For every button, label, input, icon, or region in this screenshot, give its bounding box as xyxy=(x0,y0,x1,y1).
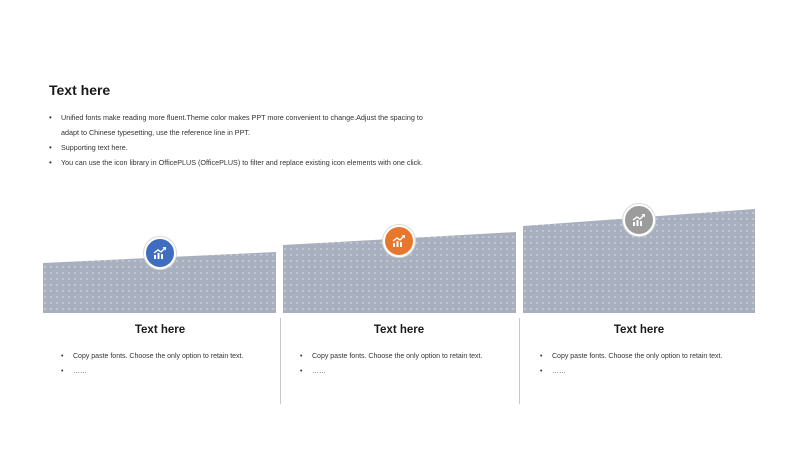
list-item: • Copy paste fonts. Choose the only option to retain text. xyxy=(540,349,760,364)
column-2-list xyxy=(300,349,520,379)
list-item: • Copy paste fonts. Choose the only option to retain text. xyxy=(300,349,520,364)
list-item: • Copy paste fonts. Choose the only option to retain text. xyxy=(61,349,281,364)
column-2-title: Text here xyxy=(373,324,425,336)
intro-bullet: • You can use the icon library in OfficePLUS (OfficePLUS) to filter and replace existing icon elements with one click. xyxy=(49,155,429,170)
trend-up-icon xyxy=(631,212,647,228)
column-2-icon-badge xyxy=(383,225,415,257)
column-divider xyxy=(519,318,520,404)
intro-bullet: • Unified fonts make reading more fluent.Theme color makes PPT more convenient to change.Adjust the spacing to adapt to Chinese typesetting, use the reference line in PPT. xyxy=(49,110,429,140)
trend-up-icon xyxy=(152,245,168,261)
column-1-title: Text here xyxy=(134,324,186,336)
list-item: • …… xyxy=(540,364,760,379)
list-item: • …… xyxy=(61,364,281,379)
column-3-list xyxy=(540,349,760,379)
column-3-icon-badge xyxy=(623,204,655,236)
column-1-icon-badge xyxy=(144,237,176,269)
page-title: Text here xyxy=(49,82,111,98)
column-3-title: Text here xyxy=(613,324,665,336)
column-1-list xyxy=(61,349,281,379)
intro-bullet: • Supporting text here. xyxy=(49,140,429,155)
trend-up-icon xyxy=(391,233,407,249)
list-item: • …… xyxy=(300,364,520,379)
